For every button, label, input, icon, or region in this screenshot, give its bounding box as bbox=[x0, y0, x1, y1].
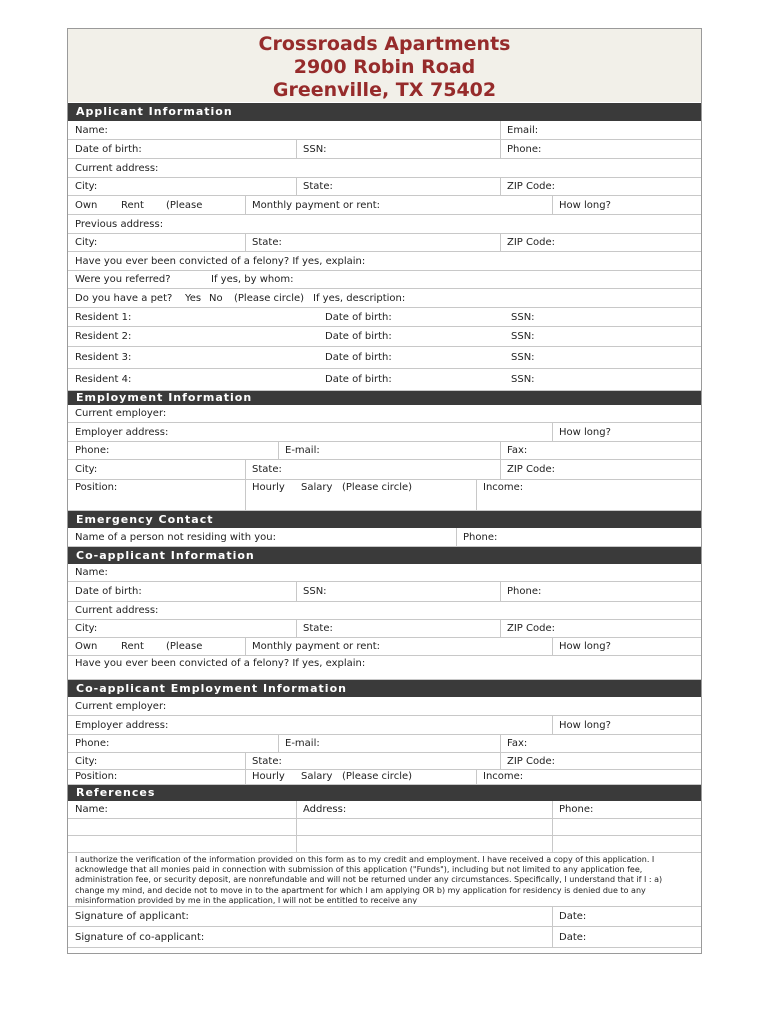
date-label: Date: bbox=[559, 911, 587, 922]
field-divider bbox=[552, 801, 553, 819]
row-co-current-employer bbox=[68, 697, 701, 716]
please-circle-note: (Please bbox=[166, 641, 203, 652]
row-applicant-name bbox=[68, 121, 701, 140]
row-felony bbox=[68, 252, 701, 271]
state-label: State: bbox=[252, 237, 282, 248]
current-employer-label: Current employer: bbox=[75, 408, 167, 419]
please-circle-note: (Please circle) bbox=[234, 292, 305, 304]
city-label: City: bbox=[75, 623, 98, 634]
field-divider bbox=[245, 196, 246, 215]
rent-option: Rent bbox=[121, 641, 144, 652]
how-long-label: How long? bbox=[559, 641, 611, 652]
row-co-employer-position bbox=[68, 770, 701, 785]
hourly-option: Hourly bbox=[252, 482, 285, 493]
row-applicant-residence bbox=[68, 196, 701, 215]
row-employer-phone bbox=[68, 442, 701, 460]
row-employer-position bbox=[68, 480, 701, 511]
city-label: City: bbox=[75, 237, 98, 248]
field-divider bbox=[476, 480, 477, 511]
field-divider bbox=[245, 638, 246, 656]
pet-no-option: No bbox=[209, 292, 223, 304]
field-divider bbox=[552, 907, 553, 927]
fax-label: Fax: bbox=[507, 738, 528, 749]
row-co-address bbox=[68, 602, 701, 620]
how-long-label: How long? bbox=[559, 199, 611, 211]
city-label: City: bbox=[75, 181, 98, 192]
field-divider bbox=[552, 927, 553, 948]
section-applicant: Applicant Information bbox=[68, 103, 701, 121]
zip-label: ZIP Code: bbox=[507, 181, 555, 192]
field-divider bbox=[278, 735, 279, 753]
signature-coapplicant-label: Signature of co-applicant: bbox=[75, 931, 205, 943]
date-label: Date: bbox=[559, 931, 587, 943]
state-label: State: bbox=[252, 755, 282, 767]
row-reference-1 bbox=[68, 819, 701, 836]
field-divider bbox=[245, 234, 246, 252]
row-co-employer-city bbox=[68, 753, 701, 770]
referred-by-label: If yes, by whom: bbox=[211, 274, 294, 285]
row-resident-2 bbox=[68, 327, 701, 347]
rental-application-form bbox=[67, 28, 702, 954]
field-divider bbox=[500, 582, 501, 602]
row-co-name bbox=[68, 564, 701, 582]
pet-label: Do you have a pet? bbox=[75, 292, 173, 304]
field-divider bbox=[476, 770, 477, 785]
state-label: State: bbox=[303, 623, 333, 634]
row-applicant-address bbox=[68, 159, 701, 178]
zip-label: ZIP Code: bbox=[507, 755, 555, 767]
hourly-option: Hourly bbox=[252, 771, 285, 782]
felony-label: Have you ever been convicted of a felony? If yes, explain: bbox=[75, 255, 366, 267]
property-name: Crossroads Apartments bbox=[258, 33, 511, 55]
phone-label: Phone: bbox=[75, 738, 110, 749]
field-divider bbox=[296, 836, 297, 853]
row-co-dob bbox=[68, 582, 701, 602]
dob-label: Date of birth: bbox=[325, 311, 392, 323]
field-divider bbox=[245, 770, 246, 785]
previous-address-label: Previous address: bbox=[75, 218, 164, 230]
row-employer-address bbox=[68, 423, 701, 442]
field-divider bbox=[296, 801, 297, 819]
field-divider bbox=[278, 442, 279, 460]
please-circle-note: (Please circle) bbox=[342, 771, 413, 782]
ssn-label: SSN: bbox=[303, 586, 327, 597]
city-label: City: bbox=[75, 464, 98, 475]
field-divider bbox=[552, 819, 553, 836]
section-references: References bbox=[68, 785, 701, 801]
resident-2-label: Resident 2: bbox=[75, 331, 132, 342]
monthly-payment-label: Monthly payment or rent: bbox=[252, 641, 381, 652]
dob-label: Date of birth: bbox=[325, 331, 392, 342]
field-divider bbox=[500, 460, 501, 480]
section-coapplicant: Co-applicant Information bbox=[68, 547, 701, 564]
dob-label: Date of birth: bbox=[75, 586, 142, 597]
field-divider bbox=[456, 528, 457, 547]
field-divider bbox=[500, 121, 501, 140]
phone-label: Phone: bbox=[463, 531, 498, 543]
ssn-label: SSN: bbox=[511, 311, 535, 323]
referred-label: Were you referred? bbox=[75, 274, 171, 285]
row-pet bbox=[68, 289, 701, 308]
zip-label: ZIP Code: bbox=[507, 237, 555, 248]
row-resident-4 bbox=[68, 369, 701, 391]
field-divider bbox=[500, 442, 501, 460]
field-divider bbox=[552, 638, 553, 656]
row-co-residence bbox=[68, 638, 701, 656]
employer-address-label: Employer address: bbox=[75, 426, 169, 438]
phone-label: Phone: bbox=[507, 586, 542, 597]
current-employer-label: Current employer: bbox=[75, 700, 167, 712]
name-label: Name: bbox=[75, 124, 108, 136]
row-signature-coapplicant bbox=[68, 927, 701, 948]
field-divider bbox=[245, 460, 246, 480]
row-previous-address bbox=[68, 215, 701, 234]
position-label: Position: bbox=[75, 771, 118, 782]
field-divider bbox=[296, 178, 297, 196]
income-label: Income: bbox=[483, 482, 524, 493]
ssn-label: SSN: bbox=[511, 331, 535, 342]
email-label: E-mail: bbox=[285, 445, 320, 456]
dob-label: Date of birth: bbox=[325, 352, 392, 363]
zip-label: ZIP Code: bbox=[507, 464, 555, 475]
city-label: City: bbox=[75, 755, 98, 767]
email-label: E-mail: bbox=[285, 738, 320, 749]
fax-label: Fax: bbox=[507, 445, 528, 456]
zip-label: ZIP Code: bbox=[507, 623, 555, 634]
row-signature-applicant bbox=[68, 907, 701, 927]
salary-option: Salary bbox=[301, 771, 333, 782]
section-employment: Employment Information bbox=[68, 391, 701, 405]
field-divider bbox=[500, 234, 501, 252]
section-emergency: Emergency Contact bbox=[68, 511, 701, 528]
row-applicant-dob bbox=[68, 140, 701, 159]
row-previous-city bbox=[68, 234, 701, 252]
row-co-felony bbox=[68, 656, 701, 680]
row-employer-city bbox=[68, 460, 701, 480]
row-applicant-city bbox=[68, 178, 701, 196]
own-option: Own bbox=[75, 641, 98, 652]
field-divider bbox=[500, 620, 501, 638]
row-current-employer bbox=[68, 405, 701, 423]
row-resident-3 bbox=[68, 347, 701, 369]
row-references-header bbox=[68, 801, 701, 819]
row-emergency-contact bbox=[68, 528, 701, 547]
signature-applicant-label: Signature of applicant: bbox=[75, 911, 189, 922]
please-circle-note: (Please circle) bbox=[342, 482, 413, 493]
field-divider bbox=[296, 140, 297, 159]
income-label: Income: bbox=[483, 771, 524, 782]
state-label: State: bbox=[252, 464, 282, 475]
monthly-payment-label: Monthly payment or rent: bbox=[252, 199, 381, 211]
ssn-label: SSN: bbox=[511, 374, 535, 385]
pet-description-label: If yes, description: bbox=[313, 292, 406, 304]
field-divider bbox=[552, 716, 553, 735]
property-city: Greenville, TX 75402 bbox=[272, 79, 497, 101]
form-header bbox=[68, 29, 701, 102]
field-divider bbox=[245, 753, 246, 770]
property-street: 2900 Robin Road bbox=[293, 56, 476, 78]
field-divider bbox=[296, 620, 297, 638]
field-divider bbox=[500, 753, 501, 770]
name-label: Name: bbox=[75, 567, 108, 578]
phone-label: Phone: bbox=[75, 445, 110, 456]
felony-label: Have you ever been convicted of a felony? If yes, explain: bbox=[75, 658, 366, 669]
row-resident-1 bbox=[68, 308, 701, 327]
rent-option: Rent bbox=[121, 199, 144, 211]
ssn-label: SSN: bbox=[303, 143, 327, 155]
emergency-name-label: Name of a person not residing with you: bbox=[75, 531, 276, 543]
resident-4-label: Resident 4: bbox=[75, 374, 132, 385]
current-address-label: Current address: bbox=[75, 162, 159, 174]
section-co-employment: Co-applicant Employment Information bbox=[68, 680, 701, 697]
current-address-label: Current address: bbox=[75, 605, 159, 616]
field-divider bbox=[296, 819, 297, 836]
authorization-statement: I authorize the verification of the information provided on this form as to my credit and employment. I have received a copy of this application. I acknowledge that all monies paid in connection with submission of this application ("Funds"), including but not limited to any application fee, administration fee, or security deposit, are nonrefundable and will not be returned under any circumstances. Specifically, I understand that if I : a) change my mind, and decide not to move in to the apartment for which I am applying OR b) my application for residency is denied due to any misinformation provided by me in the application, I will not be entitled to receive any bbox=[75, 855, 663, 904]
reference-name-header: Name: bbox=[75, 804, 108, 815]
field-divider bbox=[245, 480, 246, 511]
phone-label: Phone: bbox=[507, 143, 542, 155]
please-circle-note: (Please bbox=[166, 199, 203, 211]
ssn-label: SSN: bbox=[511, 352, 535, 363]
field-divider bbox=[500, 140, 501, 159]
row-co-employer-address bbox=[68, 716, 701, 735]
field-divider bbox=[552, 423, 553, 442]
row-co-employer-phone bbox=[68, 735, 701, 753]
field-divider bbox=[500, 735, 501, 753]
field-divider bbox=[552, 196, 553, 215]
reference-address-header: Address: bbox=[303, 804, 347, 815]
reference-phone-header: Phone: bbox=[559, 804, 594, 815]
state-label: State: bbox=[303, 181, 333, 192]
field-divider bbox=[500, 178, 501, 196]
row-reference-2 bbox=[68, 836, 701, 853]
field-divider bbox=[552, 836, 553, 853]
how-long-label: How long? bbox=[559, 426, 611, 438]
field-divider bbox=[296, 582, 297, 602]
email-label: Email: bbox=[507, 124, 539, 136]
dob-label: Date of birth: bbox=[325, 374, 392, 385]
resident-3-label: Resident 3: bbox=[75, 352, 132, 363]
row-referred bbox=[68, 271, 701, 289]
dob-label: Date of birth: bbox=[75, 143, 142, 155]
row-co-city bbox=[68, 620, 701, 638]
pet-yes-option: Yes bbox=[185, 292, 202, 304]
own-option: Own bbox=[75, 199, 98, 211]
resident-1-label: Resident 1: bbox=[75, 311, 132, 323]
how-long-label: How long? bbox=[559, 719, 611, 731]
salary-option: Salary bbox=[301, 482, 333, 493]
employer-address-label: Employer address: bbox=[75, 719, 169, 731]
position-label: Position: bbox=[75, 482, 118, 493]
